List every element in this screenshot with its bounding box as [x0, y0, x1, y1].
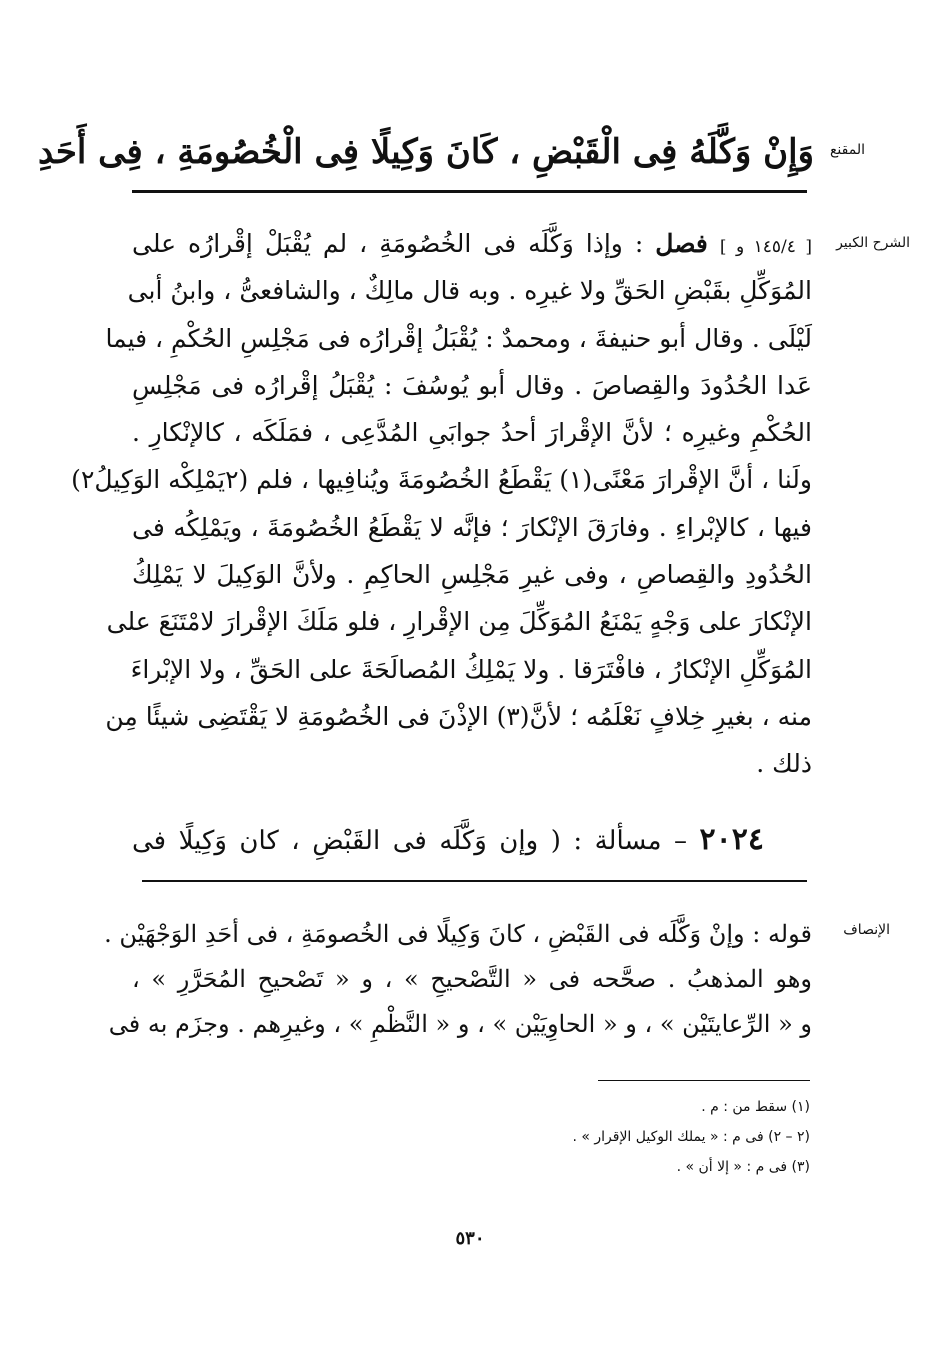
- muqni-text: وَإِنْ وَكَّلَهُ فِى الْقَبْضِ ، كَانَ وَكِيلًا فِى الْخُصُومَةِ ، فِى أَحَدِ: [38, 132, 814, 172]
- insaf-line: و « الرِّعايتَيْن » ، و « الحاوِيَيْن » ، و « النَّظْمِ » ، وغيرِهم . وجزَم به فى: [108, 1010, 812, 1038]
- sharh-line-last: ذلك .: [756, 749, 812, 779]
- masala-heading: [132, 812, 764, 868]
- sharh-line: الحُدُودِ والقِصاصِ ، وفى غيرِ مَجْلِسِ الحاكِمِ . ولأنَّ الوَكِيلَ لا يَمْلِكُ: [132, 560, 812, 590]
- footnote: (٢ – ٢) فى م : « يملك الوكيل الإقرار » .: [572, 1129, 810, 1145]
- footnote: (١) سقط من : م .: [701, 1099, 810, 1115]
- insaf-label: الإنصاف: [843, 922, 890, 938]
- sharh-line: ولَنا ، أنَّ الإقْرارَ مَعْنًى(١) يَقْطَعُ الخُصُومَةَ ويُنافِيها ، فلم (٢يَمْلِكْه الوَكِيلُ٢): [71, 465, 812, 495]
- sharh-line-1: [132, 220, 812, 267]
- masala-text: – مسألة : ( وإن وَكَّلَه فى القَبْضِ ، كان وَكِيلًا فى: [132, 826, 688, 856]
- footnotes: [400, 1092, 810, 1182]
- insaf-line: وهو المذهبُ . صحَّحه فى « التَّصْحيحِ » ، و « تَصْحيحِ المُحَرَّرِ » ،: [132, 965, 813, 993]
- sharh-line: لَيْلَى . وقال أبو حنيفةَ ، ومحمدٌ : يُقْبَلُ إقْرارُه فى مَجْلِسِ الحُكْمِ ، فيما: [105, 323, 812, 353]
- page-number: ٥٣٠: [455, 1228, 485, 1249]
- sharh-line: الإنْكارَ على وَجْهٍ يَمْنَعُ المُوَكِّلَ مِن الإقْرارِ ، فلو مَلَكَ الإقْرارَ لامْتَنَعَ على: [106, 607, 812, 637]
- sharh-line: المُوَكِّلِ الإنْكارُ ، فافْتَرَقا . ولا يَمْلِكُ المُصالَحَةَ على الحَقِّ ، ولا الإبْراءَ: [130, 654, 812, 684]
- muqni-divider: [132, 190, 807, 193]
- sharh-body: [71, 220, 812, 788]
- masala-number: ٢٠٢٤: [699, 822, 764, 857]
- muqni-label: المقنع: [829, 142, 865, 158]
- fasl-heading: فصل: [655, 229, 708, 258]
- footnote: (٣) فى م : « إلا أن » .: [676, 1159, 810, 1175]
- sharh-line-1-text: : وإذا وَكَّلَه فى الخُصُومَةِ ، لم يُقْبَلْ إقْرارُه على: [132, 229, 644, 258]
- sharh-line: المُوَكِّلِ بقَبْضِ الحَقِّ ولا غيرِه . وبه قال مالِكٌ ، والشافعىُّ ، وابنُ أبى: [127, 276, 812, 306]
- sharh-line: فيها ، كالإبْراءِ . وفارَقَ الإنْكارَ ؛ فإنَّه لا يَقْطَعُ الخُصُومَةَ ، ويَمْلِكُه فى: [132, 512, 812, 542]
- insaf-body: [104, 912, 813, 1047]
- footnote-divider: [598, 1080, 810, 1081]
- sharh-line: الحُكْمِ وغيرِه ؛ لأنَّ الإقْرارَ أحدُ جوابَىِ المُدَّعِى ، فمَلَكَه ، كالإنْكارِ .: [132, 418, 812, 448]
- sharh-line: منه ، بغيرِ خِلافٍ نَعْلَمُه ؛ لأنَّ(٣) الإذْنَ فى الخُصُومَةِ لا يَقْتَضِى شيئًا مِن: [105, 701, 812, 731]
- insaf-line: قوله : وإنْ وَكَّلَه فى القَبْضِ ، كانَ وَكِيلًا فى الخُصومَةِ ، فى أحَدِ الوَجْهَيْن .: [104, 920, 812, 948]
- sharh-line: عَدا الحُدُودَ والقِصاصَ . وقال أبو يُوسُفَ : يُقْبَلُ إقْرارُه فى مَجْلِسِ: [132, 370, 812, 400]
- sharh-label: الشرح الكبير: [836, 235, 910, 251]
- insaf-divider: [142, 880, 807, 882]
- volume-reference: [ ١٤٥/٤ و ]: [719, 237, 812, 257]
